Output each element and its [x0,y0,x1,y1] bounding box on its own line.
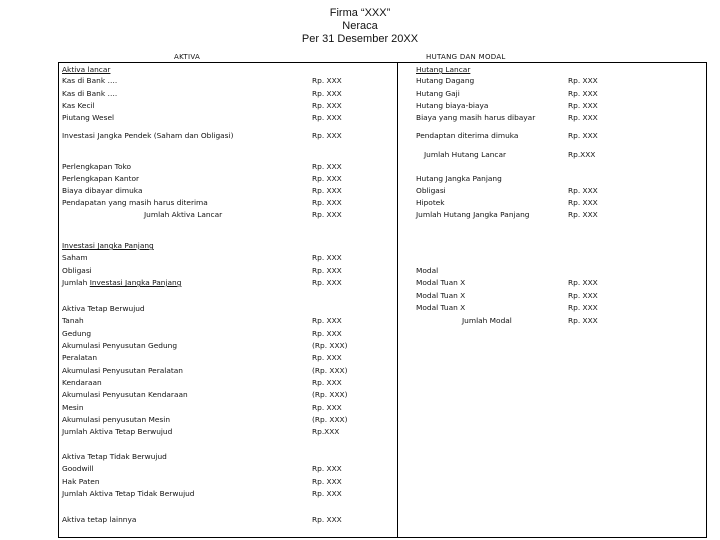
row-biaya-dibayar-dimuka: Biaya dibayar dimuka [62,186,143,195]
row-jumlah-investasi-jangka-panjang [62,278,181,287]
value-obligasi-hutang: Rp. XXX [568,186,598,195]
row-pendapatan-diterima: Pendapatan yang masih harus diterima [62,198,208,207]
value-peralatan: Rp. XXX [312,353,342,362]
value-perlengkapan-toko: Rp. XXX [312,162,342,171]
value-jumlah-aktiva-tetap: Rp.XXX [312,427,340,436]
row-kas-bank-2: Kas di Bank …. [62,89,118,98]
value-kas-bank-2: Rp. XXX [312,89,342,98]
table-top-border [58,62,707,63]
table-center-divider [397,62,398,538]
value-jumlah-modal: Rp. XXX [568,316,598,325]
row-kendaraan: Kendaraan [62,378,102,387]
row-kas-bank-1: Kas di Bank …. [62,76,118,85]
row-jumlah-hutang-jangka-panjang: Jumlah Hutang Jangka Panjang [416,210,530,219]
row-biaya-masih-harus-dibayar: Biaya yang masih harus dibayar [416,113,536,122]
row-hipotek: Hipotek [416,198,445,207]
row-modal-tuan-2: Modal Tuan X [416,291,466,300]
row-mesin: Mesin [62,403,84,412]
value-perlengkapan-kantor: Rp. XXX [312,174,342,183]
modal-heading: Modal [416,266,439,275]
aktiva-tetap-berwujud-heading: Aktiva Tetap Berwujud [62,304,145,313]
jumlah-investasi-label: Investasi Jangka Panjang [89,278,182,287]
value-tanah: Rp. XXX [312,316,342,325]
value-jumlah-hutang-lancar: Rp.XXX [568,150,596,159]
row-peralatan: Peralatan [62,353,98,362]
value-piutang-wesel: Rp. XXX [312,113,342,122]
value-mesin: Rp. XXX [312,403,342,412]
investasi-jangka-panjang-heading: Investasi Jangka Panjang [62,241,154,250]
row-akumulasi-kendaraan: Akumulasi Penyusutan Kendaraan [62,390,188,399]
jumlah-prefix: Jumlah [62,278,90,287]
document-date: Per 31 Desember 20XX [301,33,419,45]
value-hak-paten: Rp. XXX [312,477,342,486]
value-akumulasi-kendaraan: (Rp. XXX) [312,390,348,399]
row-saham: Saham [62,253,88,262]
value-kas-bank-1: Rp. XXX [312,76,342,85]
row-jumlah-hutang-lancar: Jumlah Hutang Lancar [424,150,507,159]
value-saham: Rp. XXX [312,253,342,262]
row-obligasi: Obligasi [62,266,92,275]
value-modal-tuan-3: Rp. XXX [568,303,598,312]
row-piutang-wesel: Piutang Wesel [62,113,115,122]
value-jumlah-tidak-berwujud: Rp. XXX [312,489,342,498]
value-obligasi: Rp. XXX [312,266,342,275]
row-gedung: Gedung [62,329,92,338]
value-hutang-biaya: Rp. XXX [568,101,598,110]
row-jumlah-modal: Jumlah Modal [462,316,512,325]
row-modal-tuan-3: Modal Tuan X [416,303,466,312]
value-hutang-gaji: Rp. XXX [568,89,598,98]
row-jumlah-aktiva-tetap: Jumlah Aktiva Tetap Berwujud [62,427,173,436]
company-name: Firma “XXX” [329,7,391,19]
value-modal-tuan-1: Rp. XXX [568,278,598,287]
value-akumulasi-mesin: (Rp. XXX) [312,415,348,424]
aktiva-lancar-heading: Aktiva lancar [62,65,111,74]
row-jumlah-tidak-berwujud: Jumlah Aktiva Tetap Tidak Berwujud [62,489,195,498]
value-akumulasi-peralatan: (Rp. XXX) [312,366,348,375]
row-hutang-gaji: Hutang Gaji [416,89,460,98]
row-modal-tuan-1: Modal Tuan X [416,278,466,287]
row-goodwill: Goodwill [62,464,94,473]
value-gedung: Rp. XXX [312,329,342,338]
value-investasi-pendek: Rp. XXX [312,131,342,140]
value-biaya-masih-harus-dibayar: Rp. XXX [568,113,598,122]
value-pendapatan-diterima: Rp. XXX [312,198,342,207]
row-pendapatan-diterima-dimuka: Pendaptan diterima dimuka [416,131,519,140]
value-akumulasi-gedung: (Rp. XXX) [312,341,348,350]
row-perlengkapan-kantor: Perlengkapan Kantor [62,174,140,183]
row-hutang-dagang: Hutang Dagang [416,76,475,85]
value-kendaraan: Rp. XXX [312,378,342,387]
value-jumlah-hutang-jangka-panjang: Rp. XXX [568,210,598,219]
value-jumlah-aktiva-lancar: Rp. XXX [312,210,342,219]
value-jumlah-investasi: Rp. XXX [312,278,342,287]
row-hutang-biaya: Hutang biaya-biaya [416,101,489,110]
value-aktiva-lainnya: Rp. XXX [312,515,342,524]
value-biaya-dimuka: Rp. XXX [312,186,342,195]
aktiva-tidak-berwujud-heading: Aktiva Tetap Tidak Berwujud [62,452,167,461]
row-aktiva-tetap-lainnya: Aktiva tetap lainnya [62,515,137,524]
row-kas-kecil: Kas Kecil [62,101,95,110]
row-akumulasi-peralatan: Akumulasi Penyusutan Peralatan [62,366,183,375]
row-akumulasi-mesin: Akumulasi penyusutan Mesin [62,415,170,424]
row-hak-paten: Hak Paten [62,477,100,486]
column-header-hutang-modal: HUTANG DAN MODAL [426,53,506,61]
row-perlengkapan-toko: Perlengkapan Toko [62,162,132,171]
table-left-border [58,62,59,538]
value-hutang-dagang: Rp. XXX [568,76,598,85]
row-obligasi-hutang: Obligasi [416,186,446,195]
table-bottom-border [58,537,707,538]
document-title: Neraca [342,20,378,32]
row-investasi-jangka-pendek: Investasi Jangka Pendek (Saham dan Obligasi) [62,131,234,140]
value-kas-kecil: Rp. XXX [312,101,342,110]
column-header-aktiva: AKTIVA [174,53,201,61]
value-pendapatan-diterima-dimuka: Rp. XXX [568,131,598,140]
row-jumlah-aktiva-lancar: Jumlah Aktiva Lancar [144,210,223,219]
row-tanah: Tanah [62,316,84,325]
row-akumulasi-gedung: Akumulasi Penyusutan Gedung [62,341,178,350]
hutang-lancar-heading: Hutang Lancar [416,65,471,74]
table-right-border [706,62,707,538]
value-hipotek: Rp. XXX [568,198,598,207]
hutang-jangka-panjang-heading: Hutang Jangka Panjang [416,174,502,183]
value-goodwill: Rp. XXX [312,464,342,473]
value-modal-tuan-2: Rp. XXX [568,291,598,300]
